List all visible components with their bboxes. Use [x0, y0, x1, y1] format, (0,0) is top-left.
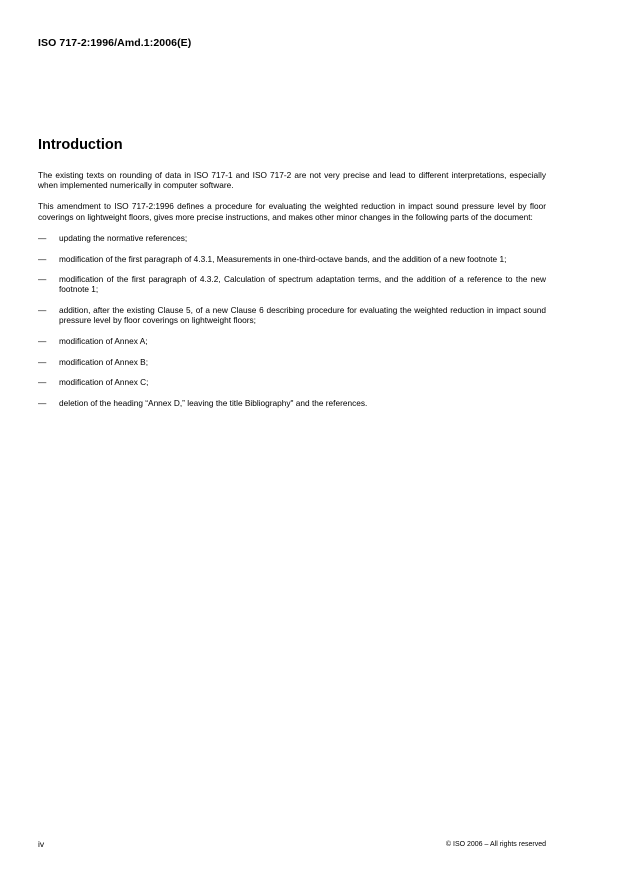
dash-marker: —	[38, 377, 47, 388]
list-item-text: modification of the first paragraph of 4.3.1, Measurements in one-third-octave bands, and the addition of a new footnote 1;	[59, 253, 507, 264]
section-title: Introduction	[38, 137, 123, 153]
introduction-body	[38, 170, 546, 419]
copyright-notice: © ISO 2006 – All rights reserved	[445, 841, 546, 848]
list-item	[38, 254, 546, 264]
page-number: iv	[38, 839, 45, 849]
list-item-text: modification of Annex B;	[59, 356, 149, 367]
list-item	[38, 336, 546, 346]
list-item-text: deletion of the heading “Annex D,” leaving the title Bibliography" and the references.	[59, 398, 368, 409]
dash-marker: —	[38, 356, 47, 367]
dash-marker: —	[38, 336, 47, 347]
dash-marker: —	[38, 274, 47, 285]
document-identifier: ISO 717-2:1996/Amd.1:2006(E)	[38, 37, 192, 49]
list-item	[38, 398, 546, 408]
dash-marker: —	[38, 253, 47, 264]
list-item	[38, 305, 546, 325]
list-item	[38, 233, 546, 243]
dash-marker: —	[38, 305, 47, 316]
list-item-text: modification of Annex A;	[59, 336, 148, 347]
list-item-text: addition, after the existing Clause 5, of a new Clause 6 describing procedure for evaluating the weighted reduction in impact sound pressure level by floor coverings on lightweight floors;	[59, 305, 546, 326]
dash-marker: —	[38, 232, 47, 243]
list-item-text: modification of the first paragraph of 4.3.2, Calculation of spectrum adaptation terms, and the addition of a reference to the new footnote 1;	[59, 274, 546, 295]
dash-marker: —	[38, 398, 47, 409]
list-item-text: updating the normative references;	[59, 232, 188, 243]
intro-paragraph: The existing texts on rounding of data in ISO 717-1 and ISO 717-2 are not very precise and lead to different interpretations, especially when implemented numerically in computer software.	[38, 170, 546, 191]
intro-paragraph: This amendment to ISO 717-2:1996 defines a procedure for evaluating the weighted reduction in impact sound pressure level by floor coverings on lightweight floors, gives more precise instructions, and makes other minor changes in the following parts of the document:	[38, 201, 546, 222]
list-item	[38, 274, 546, 294]
changes-list	[38, 233, 546, 409]
list-item	[38, 357, 546, 367]
list-item	[38, 377, 546, 387]
list-item-text: modification of Annex C;	[59, 377, 149, 388]
